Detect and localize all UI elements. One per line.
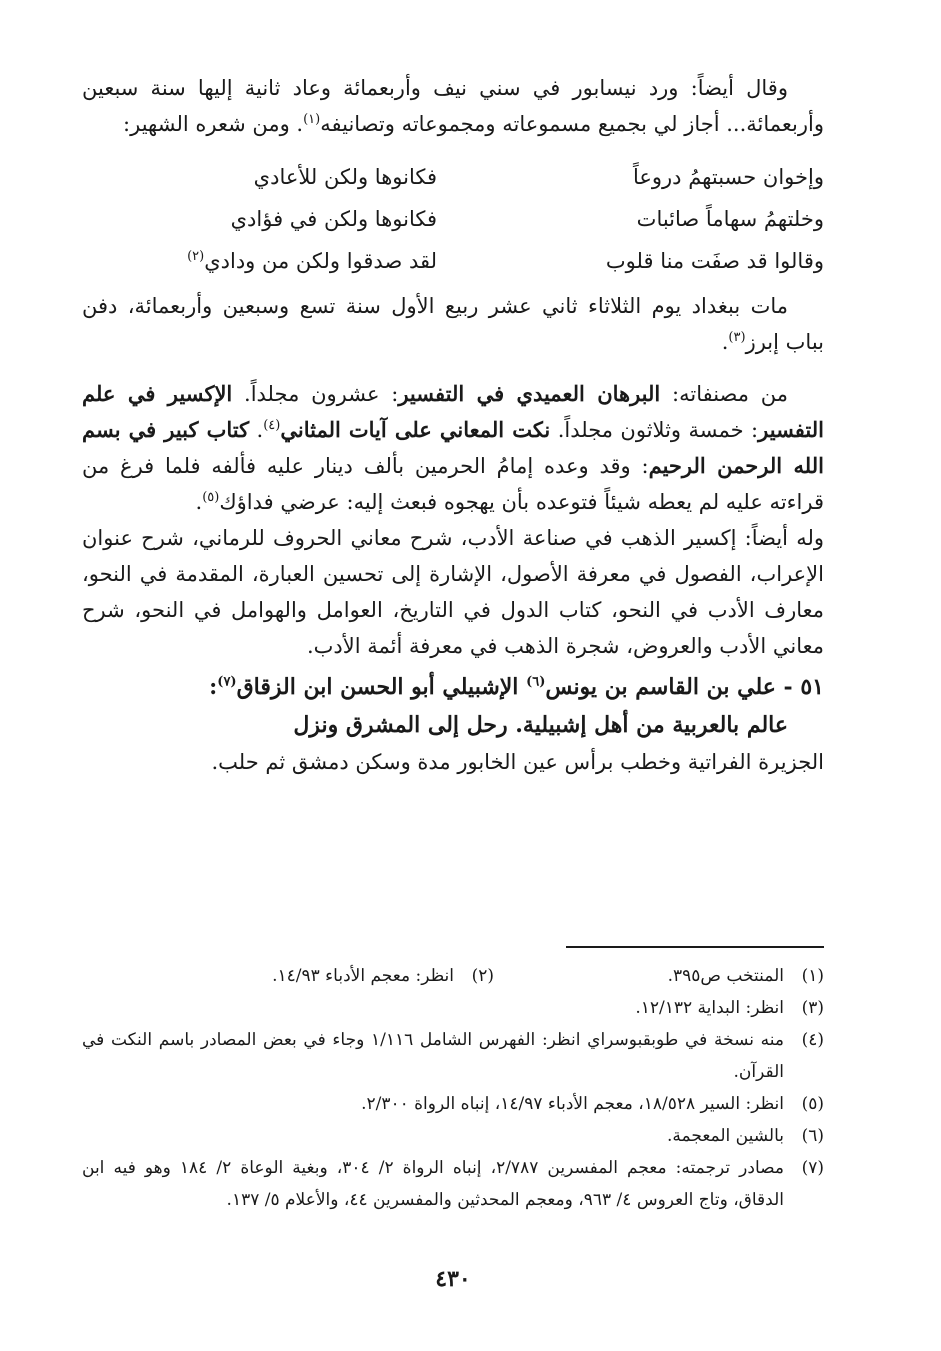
footnote [82,1024,824,1088]
footnote-text: بالشين المعجمة. [667,1126,784,1146]
book-title: نكت المعاني على آيات المثاني [280,417,551,442]
verse-line [82,198,824,240]
entry-heading [82,668,824,706]
footnote-ref: (٧) [217,674,237,690]
paragraph-text: . [195,490,203,514]
verse-line [82,156,824,198]
footnote-ref: (٦) [526,674,546,690]
paragraph-text: . [249,418,264,442]
footnote-number: (٦) [801,1126,824,1146]
footnote-row [82,960,824,992]
paragraph-text: . ومن شعره الشهير: [123,112,304,136]
footnote-ref: (٥) [202,490,220,505]
paragraph-text: . [721,330,729,354]
footnote-number: (١) [801,966,824,986]
footnote [82,1088,824,1120]
footnote [494,960,824,992]
footnote-number: (٣) [801,998,824,1018]
footnote-text: مصادر ترجمته: معجم المفسرين ٢/٧٨٧، إنباه الرواة ٢/ ٣٠٤، وبغية الوعاة ٢/ ١٨٤ وهو فيه ابن الدقاق، وتاج العروس ٤/ ٩٦٣، ومعجم المحدثين والمفسرين ٤٤، والأعلام ٥/ ١٣٧. [82,1158,784,1210]
footnote-number: (٢) [471,966,494,986]
hemistich-text: فكانوها ولكن في فؤادي [230,207,437,231]
footnote-text: منه نسخة في طوبقبوسراي انظر: الفهرس الشامل ١/١١٦ وجاء في بعض المصادر باسم النكت في القرآن. [82,1030,784,1082]
paragraph-text: من مصنفاته: [660,382,789,406]
footnote-text: انظر: السير ١٨/٥٢٨، معجم الأدباء ١٤/٩٧، إنباه الرواة ٢/٣٠٠. [361,1094,784,1114]
paragraph-text: : خمسة وثلاثون مجلداً. [550,418,759,442]
entry-first-line: عالم بالعربية من أهل إشبيلية. رحل إلى المشرق ونزل [293,712,788,738]
verse-first-hemistich: وإخوان حسبتهمُ دروعاً [632,165,824,189]
entry-name: الإشبيلي أبو الحسن ابن الزقاق [236,674,527,700]
footnotes [82,960,824,1216]
footnote-number: (٥) [801,1094,824,1114]
hemistich-text: لقد صدقوا ولكن من ودادي [204,249,437,273]
book-title: البرهان العميدي في التفسير [398,381,661,406]
footnote-ref: (١) [303,112,321,127]
spacer [82,360,824,376]
entry-name: : [209,674,218,700]
hemistich-text: فكانوها ولكن للأعادي [253,165,437,189]
book-title: كتاب كبير في بسم الله الرحمن الرحيم [82,417,824,478]
footnote-text: انظر: معجم الأدباء ١٤/٩٣. [272,966,454,986]
footnote [272,960,494,992]
paragraph-intro [82,70,824,142]
footnote [82,992,824,1024]
footnote-number: (٧) [801,1158,824,1178]
book-page [82,70,824,1310]
footnote-text: المنتخب ص٣٩٥. [667,966,784,986]
verse-line [82,240,824,282]
verse-second-hemistich [82,249,437,273]
verse-second-hemistich [82,165,437,189]
verse-first-hemistich: وقالوا قد صفَت منا قلوب [605,249,824,273]
footnote [82,1120,824,1152]
footnote-ref: (٣) [728,330,746,345]
book-title: الإكسير في علم التفسير [82,381,824,442]
paragraph-text: : وقد وعده إمامُ الحرمين بألف دينار عليه فألفه فلما فرغ من قراءته عليه لم يعطه شيئاً فتوعده بأن يهجوه فبعث إليه: عرضي فداؤك [82,454,824,514]
verse-second-hemistich [82,207,437,231]
entry-second-line: الجزيرة الفراتية وخطب برأس عين الخابور مدة وسكن دمشق ثم حلب. [211,750,824,774]
footnote-ref: (٤) [263,418,281,433]
paragraph-text: : عشرون مجلداً. [232,382,399,406]
poem [82,156,824,282]
footnote [82,1152,824,1216]
entry-name: ٥١ - علي بن القاسم بن يونس [545,674,824,700]
footnote-divider [566,946,824,948]
paragraph-text: مات ببغداد يوم الثلاثاء ثاني عشر ربيع الأول سنة تسع وسبعين وأربعمائة، دفن بباب إبرز [82,294,824,354]
paragraph-death [82,288,824,360]
footnote-text: انظر: البداية ١٢/١٣٢. [635,998,784,1018]
footnote-number: (٤) [801,1030,824,1050]
verse-first-hemistich: وخلتهمُ سهاماً صائبات [636,207,824,231]
paragraph-other-works: وله أيضاً: إكسير الذهب في صناعة الأدب، شرح معاني الحروف للرماني، شرح عنوان الإعراب، الفصول في معرفة الأصول، الإشارة إلى تحسين العبارة، المقدمة في النحو، معارف الأدب في النحو، كتاب الدول في التاريخ، العوامل والهوامل في النحو، شرح معاني الأدب والعروض، شجرة الذهب في معرفة أئمة الأدب. [82,526,824,658]
paragraph-text: وقال أيضاً: ورد نيسابور في سني نيف وأربعمائة وعاد ثانية إليها سنة سبعين وأربعمائة... أجاز لي بجميع مسموعاته ومجموعاته وتصانيفه [82,76,824,136]
page-number: ٤٣٠ [435,1266,471,1292]
paragraph-works [82,376,824,520]
footnote-ref: (٢) [187,249,205,264]
